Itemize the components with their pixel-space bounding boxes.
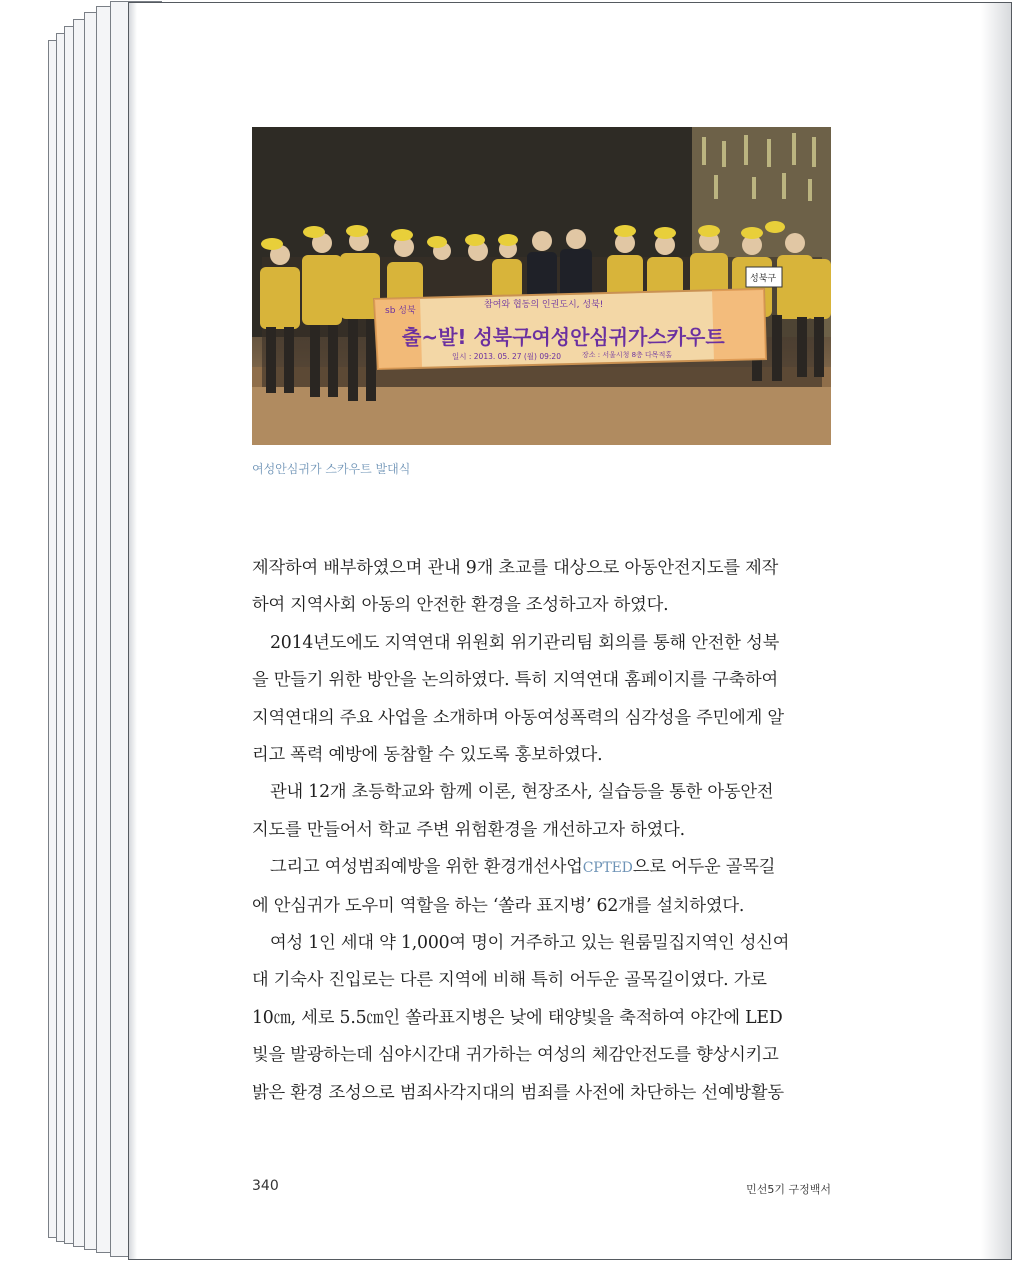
text-line: 여성 1인 세대 약 1,000여 명이 거주하고 있는 원룸밀집지역인 성신여	[270, 933, 790, 954]
page-gutter-shade	[129, 3, 137, 1259]
cpted-abbreviation: CPTED	[582, 860, 633, 877]
text-line: 10㎝, 세로 5.5㎝인 쏠라표지병은 낮에 태양빛을 축적하여 야간에 LED	[252, 1007, 783, 1028]
text-line: 대 기숙사 진입로는 다른 지역에 비해 특히 어두운 골목길이였다. 가로	[252, 970, 767, 991]
text-segment: 그리고 여성범죄예방을 위한 환경개선사업	[270, 857, 583, 878]
page-number: 340	[252, 1178, 279, 1194]
text-line: 밝은 환경 조성으로 범죄사각지대의 범죄를 사전에 차단하는 선예방활동	[252, 1082, 784, 1103]
paragraph	[252, 550, 832, 625]
banner-logo: sb 성북	[385, 306, 416, 316]
photo-caption: 여성안심귀가 스카우트 발대식	[252, 462, 411, 476]
body-text	[252, 550, 832, 1112]
text-line: 빛을 발광하는데 심야시간대 귀가하는 여성의 체감안전도를 향상시키고	[252, 1045, 779, 1066]
banner-main-text: 출~발! 성북구여성안심귀가스카우트	[402, 325, 725, 349]
paragraph	[252, 849, 832, 925]
banner-date: 일시 : 2013. 05. 27 (월) 09:20	[452, 352, 561, 361]
event-photo-illustration	[252, 127, 831, 445]
paragraph	[252, 774, 832, 849]
event-photo	[252, 127, 831, 445]
paragraph	[252, 925, 832, 1112]
text-line: 에 안심귀가 도우미 역할을 하는 ‘쏠라 표지병’ 62개를 설치하였다.	[252, 895, 745, 916]
text-line: 지역연대의 주요 사업을 소개하며 아동여성폭력의 심각성을 주민에게 알	[252, 707, 784, 728]
text-line	[252, 849, 832, 887]
text-line: 제작하여 배부하였으며 관내 9개 초교를 대상으로 아동안전지도를 제작	[252, 558, 779, 578]
text-segment: 으로 어두운 골목길	[632, 857, 776, 878]
page-edge-shade	[981, 3, 1011, 1259]
banner-top-text: 참여와 협동의 인권도시, 성북!	[484, 300, 604, 310]
text-line: 을 만들기 위한 방안을 논의하였다. 특히 지역연대 홈페이지를 구축하여	[252, 670, 778, 691]
banner-place: 장소 : 서울시청 8층 다목적홀	[582, 351, 673, 359]
running-title: 민선5기 구정백서	[746, 1183, 831, 1196]
text-line: 지도를 만들어서 학교 주변 위험환경을 개선하고자 하였다.	[252, 819, 685, 840]
text-line: 2014년도에도 지역연대 위원회 위기관리팀 회의를 통해 안전한 성북	[270, 632, 780, 653]
text-line: 관내 12개 초등학교와 함께 이론, 현장조사, 실습등을 통한 아동안전	[270, 782, 774, 803]
held-sign-text: 성북구	[750, 274, 777, 284]
text-line: 리고 폭력 예방에 동참할 수 있도록 홍보하였다.	[252, 745, 603, 766]
paragraph	[252, 625, 832, 775]
text-line: 하여 지역사회 아동의 안전한 환경을 조성하고자 하였다.	[252, 595, 669, 616]
